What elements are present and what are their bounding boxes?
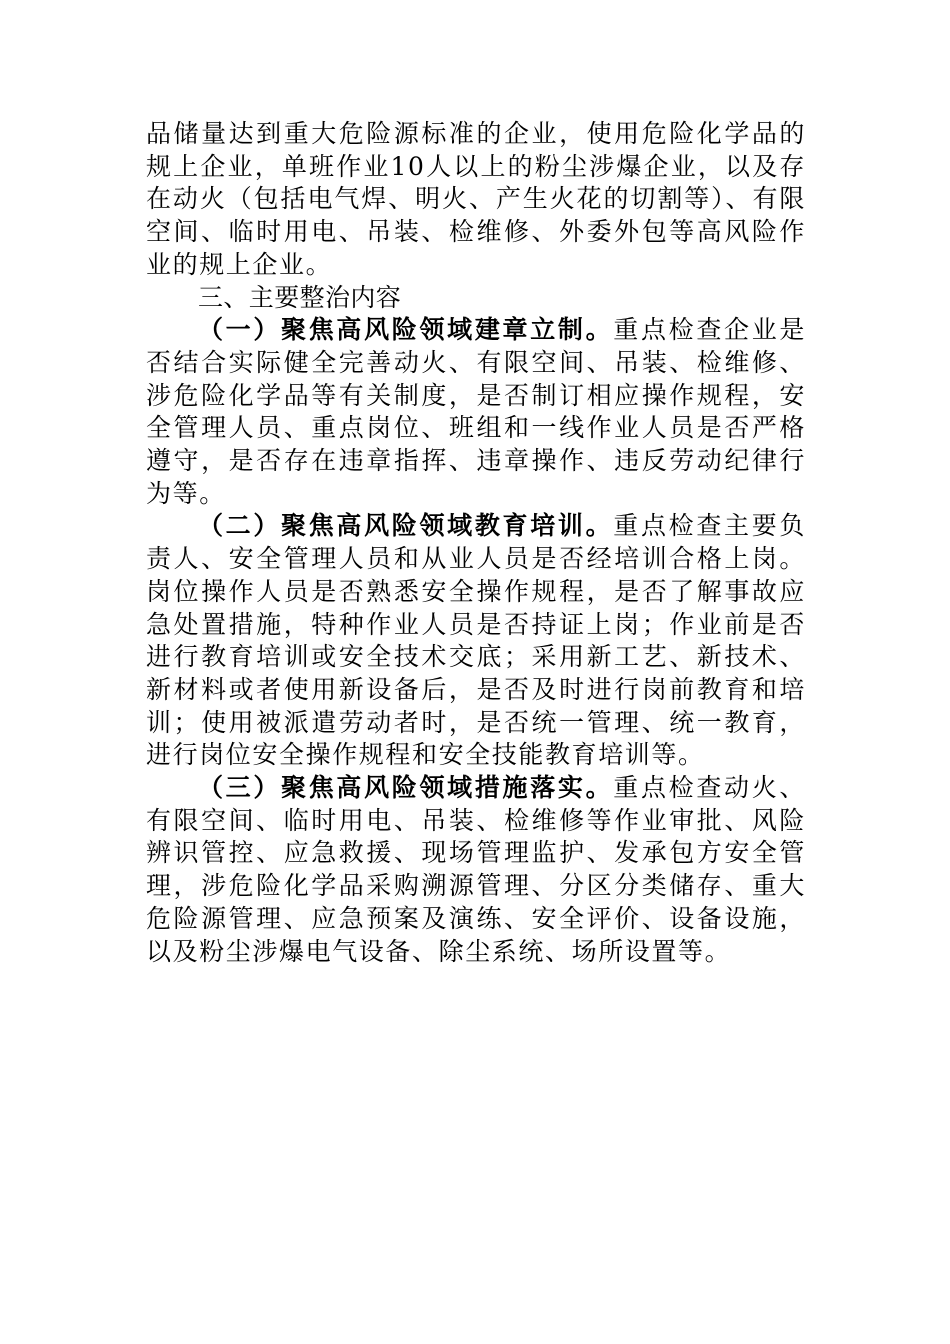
item-body-1: 重点检查企业是否结合实际健全完善动火、有限空间、吊装、检维修、涉危险化学品等有关制度，是否制订相应操作规程，安全管理人员、重点岗位、班组和一线作业人员是否严格遵守，是否存在违章指挥、违章操作、违反劳动纪律行为等。 bbox=[146, 315, 806, 508]
document-page bbox=[146, 118, 806, 968]
item-body-2: 重点检查主要负责人、安全管理人员和从业人员是否经培训合格上岗。岗位操作人员是否熟悉安全操作规程，是否了解事故应急处置措施，特种作业人员是否持证上岗；作业前是否进行教育培训或安全技术交底；采用新工艺、新技术、新材料或者使用新设备后，是否及时进行岗前教育和培训；使用被派遣劳动者时，是否统一管理、统一教育，进行岗位安全操作规程和安全技能教育培训等。 bbox=[146, 511, 806, 770]
item-lead-3: （三）聚焦高风险领域措施落实。 bbox=[198, 773, 614, 803]
intro-paragraph: 品储量达到重大危险源标准的企业，使用危险化学品的规上企业，单班作业10人以上的粉尘涉爆企业，以及存在动火（包括电气焊、明火、产生火花的切割等）、有限空间、临时用电、吊装、检维修、外委外包等高风险作业的规上企业。 bbox=[146, 119, 806, 279]
item-body-3: 重点检查动火、有限空间、临时用电、吊装、检维修等作业审批、风险辨识管控、应急救援、现场管理监护、发承包方安全管理，涉危险化学品采购溯源管理、分区分类储存、重大危险源管理、应急预案及演练、安全评价、设备设施，以及粉尘涉爆电气设备、除尘系统、场所设置等。 bbox=[146, 773, 806, 966]
item-paragraph-2 bbox=[146, 510, 806, 772]
item-paragraph-1 bbox=[146, 314, 806, 510]
section-heading: 三、主要整治内容 bbox=[198, 282, 402, 312]
item-paragraph-3 bbox=[146, 772, 806, 968]
item-lead-2: （二）聚焦高风险领域教育培训。 bbox=[198, 511, 614, 541]
item-lead-1: （一）聚焦高风险领域建章立制。 bbox=[198, 315, 614, 345]
